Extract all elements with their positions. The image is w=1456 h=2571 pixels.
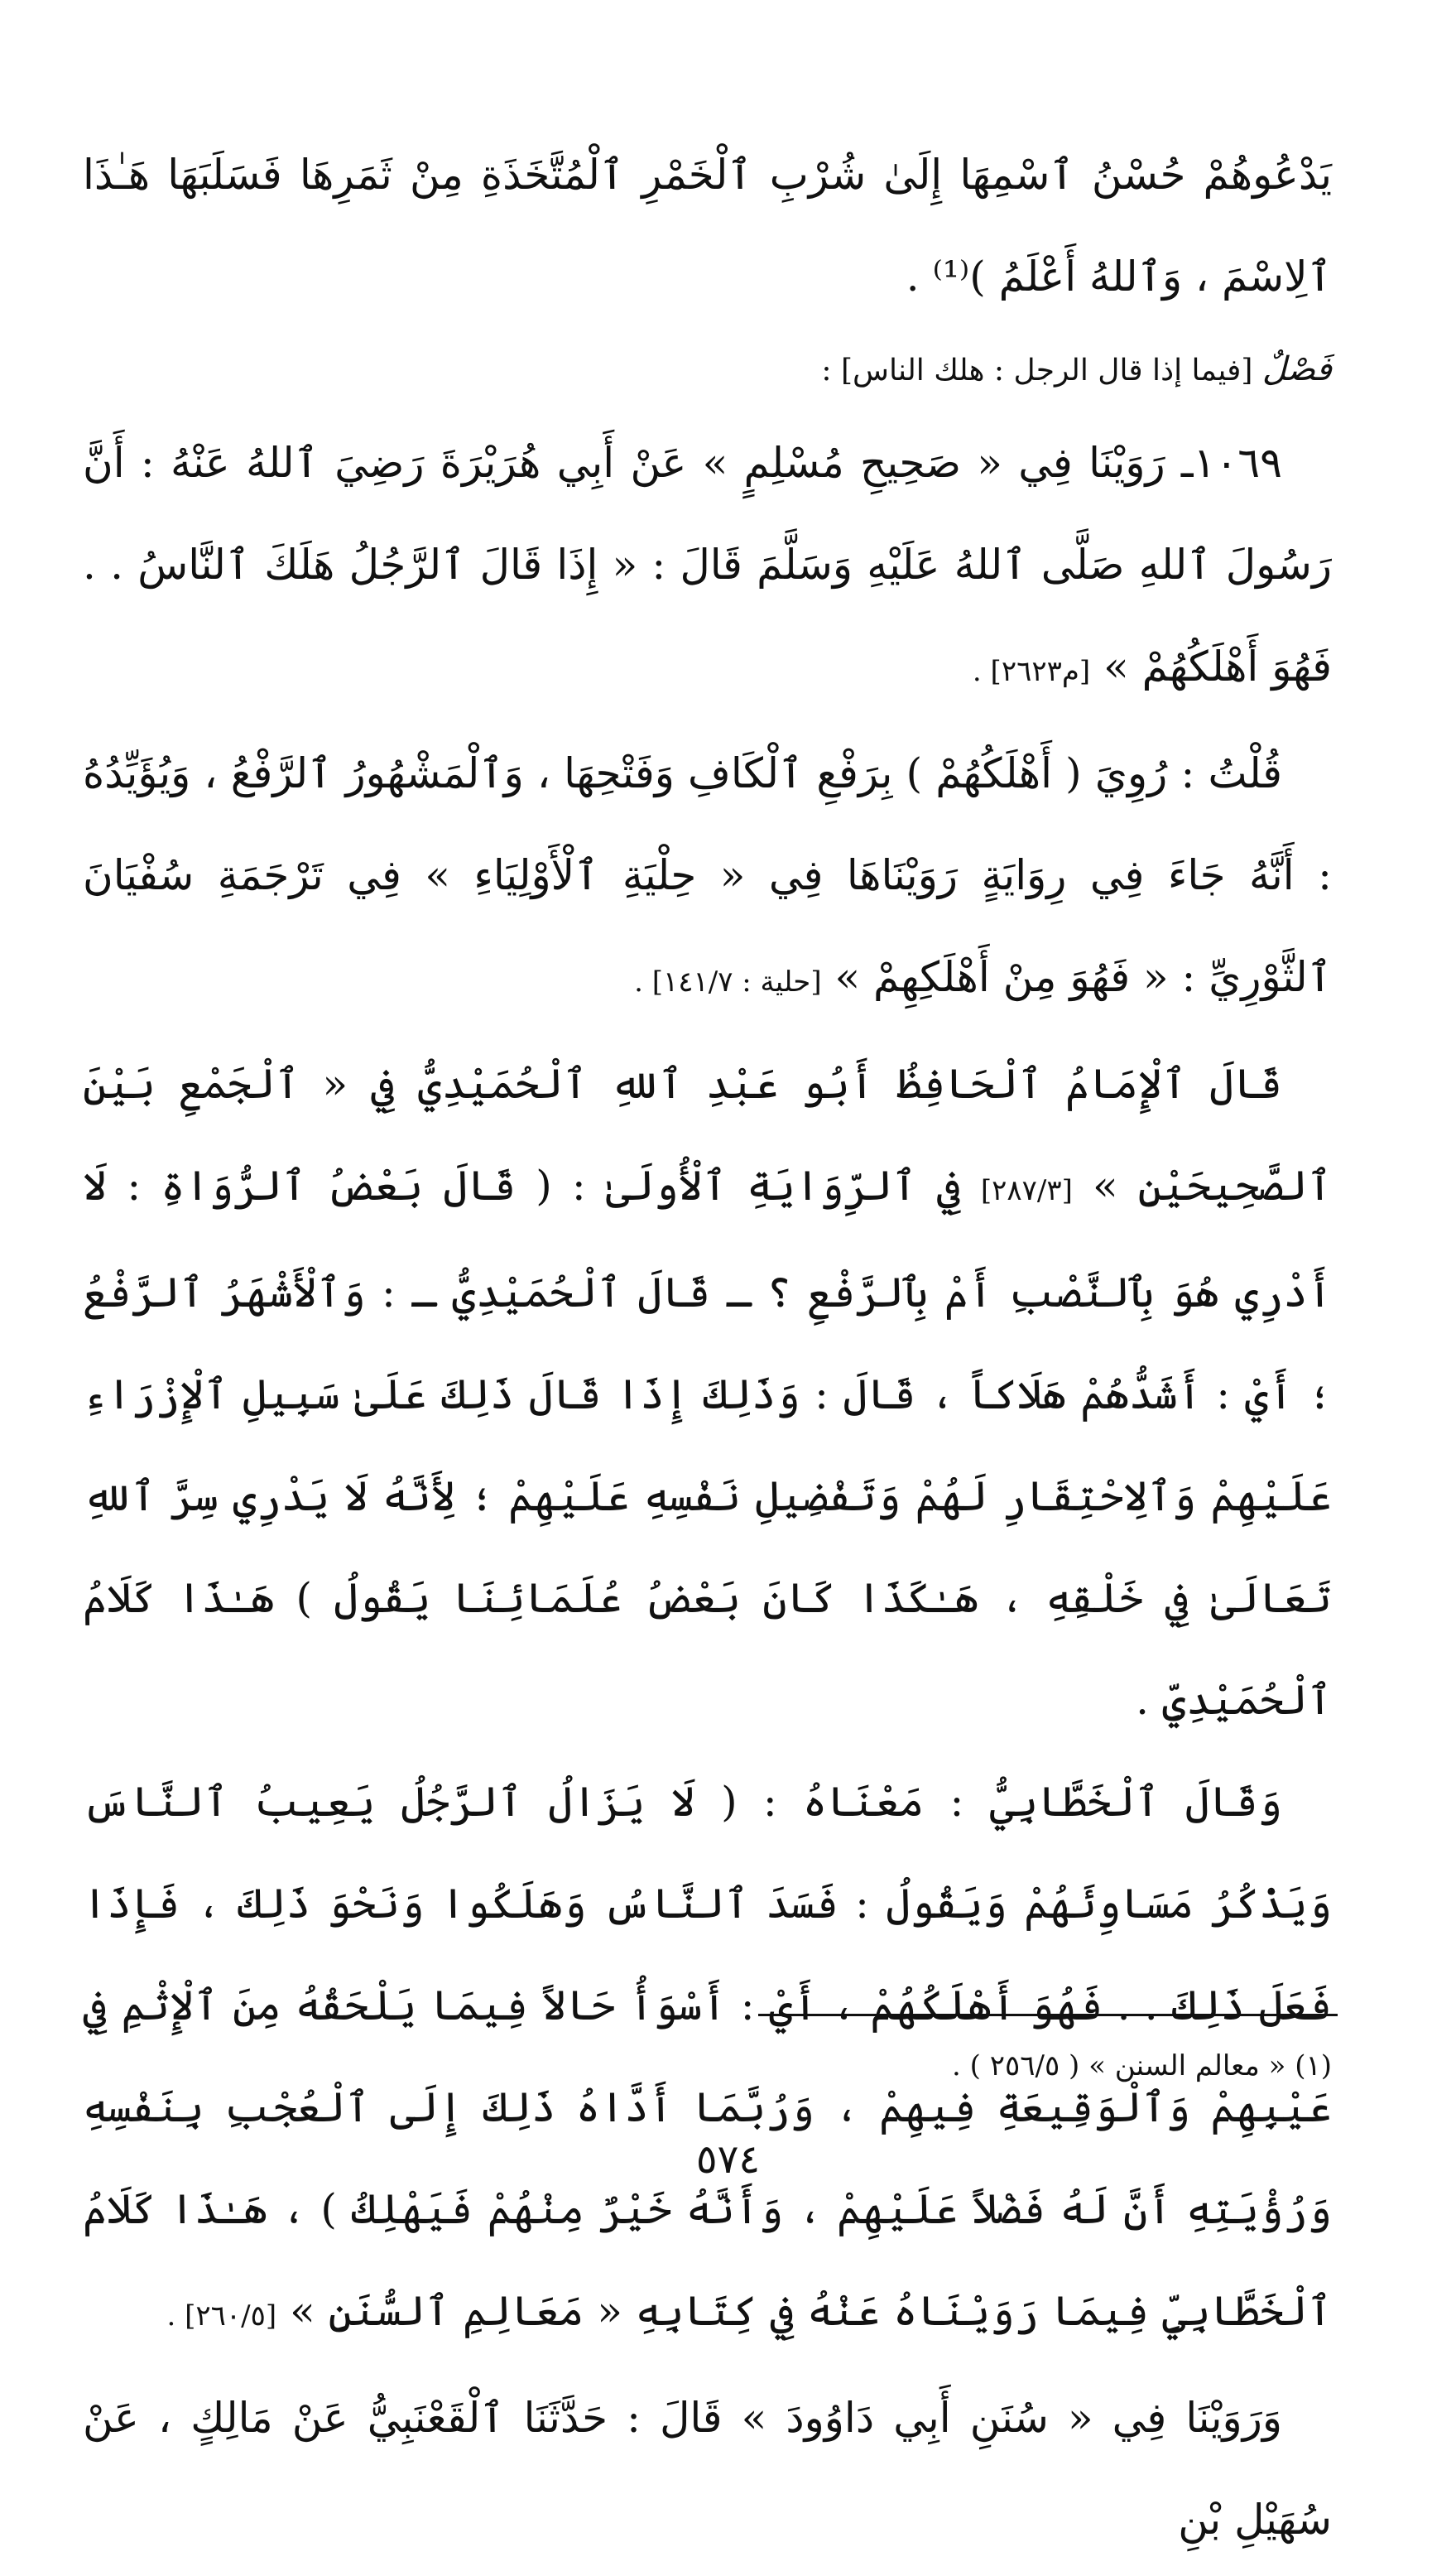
section-title: [فيما إذا قال الرجل : هلك الناس] : — [821, 354, 1253, 388]
footnote-divider — [758, 2014, 1338, 2016]
paragraph-text: وَقَالَ ٱلْخَطَّابِيُّ : مَعْنَاهُ : ( لَا يَزَالُ ٱلرَّجُلُ يَعِيبُ ٱلنَّاسَ وَيَذْكُرُ مَسَاوِئَهُمْ وَيَقُولُ : فَسَدَ ٱلنَّاسُ وَهَلَكُوا وَنَحْوَ ذَلِكَ ، فَإِذَا فَعَلَ ذَلِكَ . . فَهُوَ أَهْلَكُهُمْ ، أَيْ : أَسْوَأُ حَالاً فِيمَا يَلْحَقُهُ مِنَ ٱلْإِثْمِ فِي عَيْبِهِمْ وَٱلْوَقِيعَةِ فِيهِمْ ، وَرُبَّمَا أَدَّاهُ ذَلِكَ إِلَى ٱلْعُجْبِ بِنَفْسِهِ وَرُؤْيَتِهِ أَنَّ لَهُ فَضْلاً عَلَيْهِمْ ، وَأَنَّهُ خَيْرٌ مِنْهُمْ فَيَهْلِكُ ) ، هَـٰذَا كَلَامُ ٱلْخَطَّابِيِّ فِيمَا رَوَيْنَاهُ عَنْهُ فِي كِتَابِهِ « مَعَالِمِ ٱلسُّنَنِ » — [83, 1778, 1332, 2335]
reference-hilya: [حلية : ١٤١/٧] . — [634, 965, 822, 999]
paragraph-text: ١٠٦٩ـ رَوَيْنَا فِي « صَحِيحِ مُسْلِمٍ » عَنْ أَبِي هُرَيْرَةَ رَضِيَ ٱللهُ عَنْهُ : أَنَّ رَسُولَ ٱللهِ صَلَّى ٱللهُ عَلَيْهِ وَسَلَّمَ قَالَ : « إِذَا قَالَ ٱلرَّجُلُ هَلَكَ ٱلنَّاسُ . . فَهُوَ أَهْلَكُهُمْ » — [83, 439, 1332, 691]
paragraph-text: يَدْعُوهُمْ حُسْنُ ٱسْمِهَا إِلَىٰ شُرْبِ ٱلْخَمْرِ ٱلْمُتَّخَذَةِ مِنْ ثَمَرِهَا فَسَلَبَهَا هَـٰذَا ٱلِاسْمَ ، وَٱللهُ أَعْلَمُ )⁽¹⁾ . — [83, 151, 1332, 301]
paragraph-text: وَرَوَيْنَا فِي « سُنَنِ أَبِي دَاوُودَ » قَالَ : حَدَّثَنَا ٱلْقَعْنَبِيُّ عَنْ مَالِكٍ ، عَنْ سُهَيْلِ بْنِ — [83, 2394, 1332, 2544]
paragraph-text: قَالَ ٱلْإِمَامُ ٱلْحَافِظُ أَبُو عَبْدِ ٱللهِ ٱلْحُمَيْدِيُّ فِي « ٱلْجَمْعِ بَيْنَ ٱلصَّحِيحَيْنِ » — [83, 1060, 1332, 1210]
paragraph-text: قُلْتُ : رُوِيَ ( أَهْلَكُهُمْ ) بِرَفْعِ ٱلْكَافِ وَفَتْحِهَا ، وَٱلْمَشْهُورُ ٱلرَّفْعُ ، وَيُؤَيِّدُهُ : أَنَّهُ جَاءَ فِي رِوَايَةٍ رَوَيْنَاهَا فِي « حِلْيَةِ ٱلْأَوْلِيَاءِ » فِي تَرْجَمَةِ سُفْيَانَ ٱلثَّوْرِيِّ : « فَهُوَ مِنْ أَهْلَكِهِمْ » — [83, 749, 1332, 1001]
paragraph-text: فِي ٱلرِّوَايَةِ ٱلْأُولَىٰ : ( قَالَ بَعْضُ ٱلرُّوَاةِ : لَا أَدْرِي هُوَ بِٱلنَّصْبِ أَمْ بِٱلرَّفْعِ ؟ ـ قَالَ ٱلْحُمَيْدِيُّ ـ : وَٱلْأَشْهَرُ ٱلرَّفْعُ ؛ أَيْ : أَشَدُّهُمْ هَلَاكاً ، قَالَ : وَذَلِكَ إِذَا قَالَ ذَلِكَ عَلَىٰ سَبِيلِ ٱلْإِزْرَاءِ عَلَيْهِمْ وَٱلِاحْتِقَارِ لَهُمْ وَتَفْضِيلِ نَفْسِهِ عَلَيْهِمْ ؛ لِأَنَّهُ لَا يَدْرِي سِرَّ ٱللهِ تَعَالَىٰ فِي خَلْقِهِ ، هَـٰكَذَا كَانَ بَعْضُ عُلَمَائِنَا يَقُولُ ) هَـٰذَا كَلَامُ ٱلْحُمَيْدِيِّ . — [83, 1162, 1332, 1724]
hadith-1069 — [83, 412, 1332, 723]
reference-jam: [٢٨٧/٣] — [980, 1174, 1073, 1207]
paragraph-abu-dawud — [83, 2367, 1332, 2571]
page-number: ٥٧٤ — [695, 2136, 761, 2183]
reference-muslim: [م٢٦٢٣] . — [972, 655, 1091, 688]
reference-maalim: [٢٦٠/٥] . — [166, 2299, 277, 2333]
paragraph-humaydi — [83, 1033, 1332, 1751]
footnote: (١) « معالم السنن » ( ٢٥٦/٥ ) . — [952, 2049, 1332, 2082]
section-heading — [83, 328, 1332, 412]
main-text-block — [83, 124, 1332, 2571]
paragraph-continuation — [83, 124, 1332, 328]
section-label: فَصْلٌ — [1261, 350, 1332, 388]
paragraph-qultu — [83, 723, 1332, 1033]
